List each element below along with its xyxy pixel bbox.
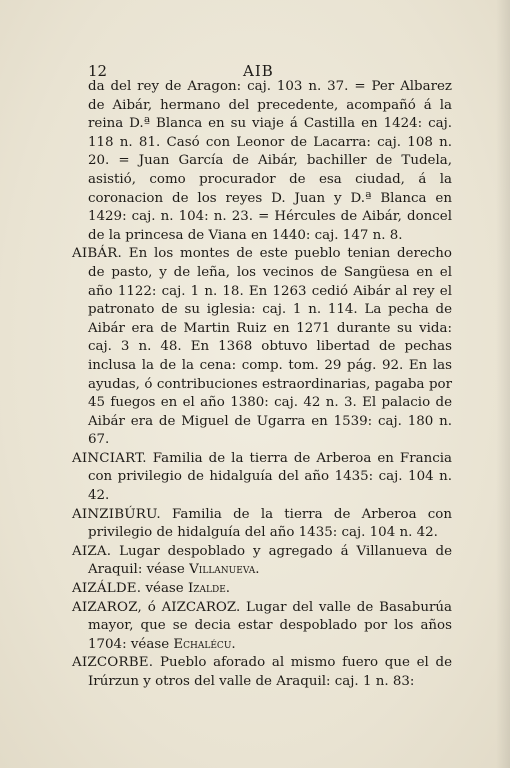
entry-headword: AIZCORBE. bbox=[72, 655, 154, 671]
entry-ainziburu bbox=[72, 506, 452, 543]
running-head: AIB bbox=[243, 62, 274, 80]
page-edge-shadow bbox=[496, 0, 510, 768]
entry-text: véase bbox=[141, 581, 188, 597]
entry-aizcorbe bbox=[72, 654, 452, 691]
entry-ainciart bbox=[72, 450, 452, 506]
entry-text: Familia de la tierra de Arberoa con privilegio de hidalguía del año 1435: caj. 104 n. 42. bbox=[88, 506, 452, 541]
entry-text: En los montes de este pueblo tenian derecho de pasto, y de leña, los vecinos de Sangüesa en el año 1122: caj. 1 n. 18. En 1263 cedió Aibár al rey el patronato de su iglesia: caj. 1 n. 114. La pecha de Aibár era de Martin Ruiz en 1271 durante su vida: caj. 3 n. 48. En 1368 obtuvo libertad de pechas inclusa la de la cena: comp. tom. 29 pág. 92. En las ayudas, ó contribuciones estraordinarias, pagaba por 45 fuegos en el año 1380: caj. 42 n. 3. El palacio de Aibár era de Miguel de Ugarra en 1539: caj. 180 n. 67. bbox=[88, 246, 452, 448]
entry-text: Familia de la tierra de Arberoa en Francia con privilegio de hidalguía del año 1435: caj. 104 n. 42. bbox=[88, 450, 452, 504]
entry-aibar bbox=[72, 245, 452, 450]
cross-reference: Izalde. bbox=[188, 581, 231, 597]
entry-text: Lugar despoblado y agregado á Villanueva de Araquil: véase bbox=[88, 543, 452, 578]
entry-headword: AIZAROZ, bbox=[72, 599, 142, 615]
cross-reference: Villanueva. bbox=[189, 562, 260, 578]
cross-reference: Echalécu. bbox=[173, 636, 236, 652]
page-number: 12 bbox=[88, 62, 108, 80]
entry-text: Pueblo aforado al mismo fuero que el de Irúrzun y otros del valle de Araquil: caj. 1 n. 83: bbox=[88, 655, 452, 689]
entry-aiza bbox=[72, 543, 452, 580]
entry-headword: AIZA. bbox=[72, 543, 112, 559]
entry-headword: AIBÁR. bbox=[72, 246, 123, 262]
entry-continuation bbox=[72, 78, 452, 245]
entry-headword: AINZIBÚRU. bbox=[72, 506, 161, 522]
entry-text: da del rey de Aragon: caj. 103 n. 37. = Per Albarez de Aibár, hermano del precedente, acompañó á la reina D.ª Blanca en su viaje á Castilla en 1424: caj. 118 n. 81. Casó con Leonor de Lacarra: caj. 108 n. 20. = Juan García de Aibár, bachiller de Tudela, asistió, como procurador de esa ciudad, á la coronacion de los reyes D. Juan y D.ª Blanca en 1429: caj. n. 104: n. 23. = Hércules de Aibár, doncel de la princesa de Viana en 1440: caj. 147 n. 8. bbox=[88, 79, 452, 243]
entry-headword: AIZÁLDE. bbox=[72, 581, 142, 597]
dictionary-body bbox=[72, 78, 452, 692]
entry-aizaroz bbox=[72, 599, 452, 655]
entry-aizalde bbox=[72, 580, 452, 599]
entry-text: ó AIZCAROZ. Lugar del valle de Basaburúa mayor, que se decia estar despoblado por los años 1704: véase bbox=[88, 599, 452, 652]
entry-headword: AINCIART. bbox=[72, 450, 147, 466]
